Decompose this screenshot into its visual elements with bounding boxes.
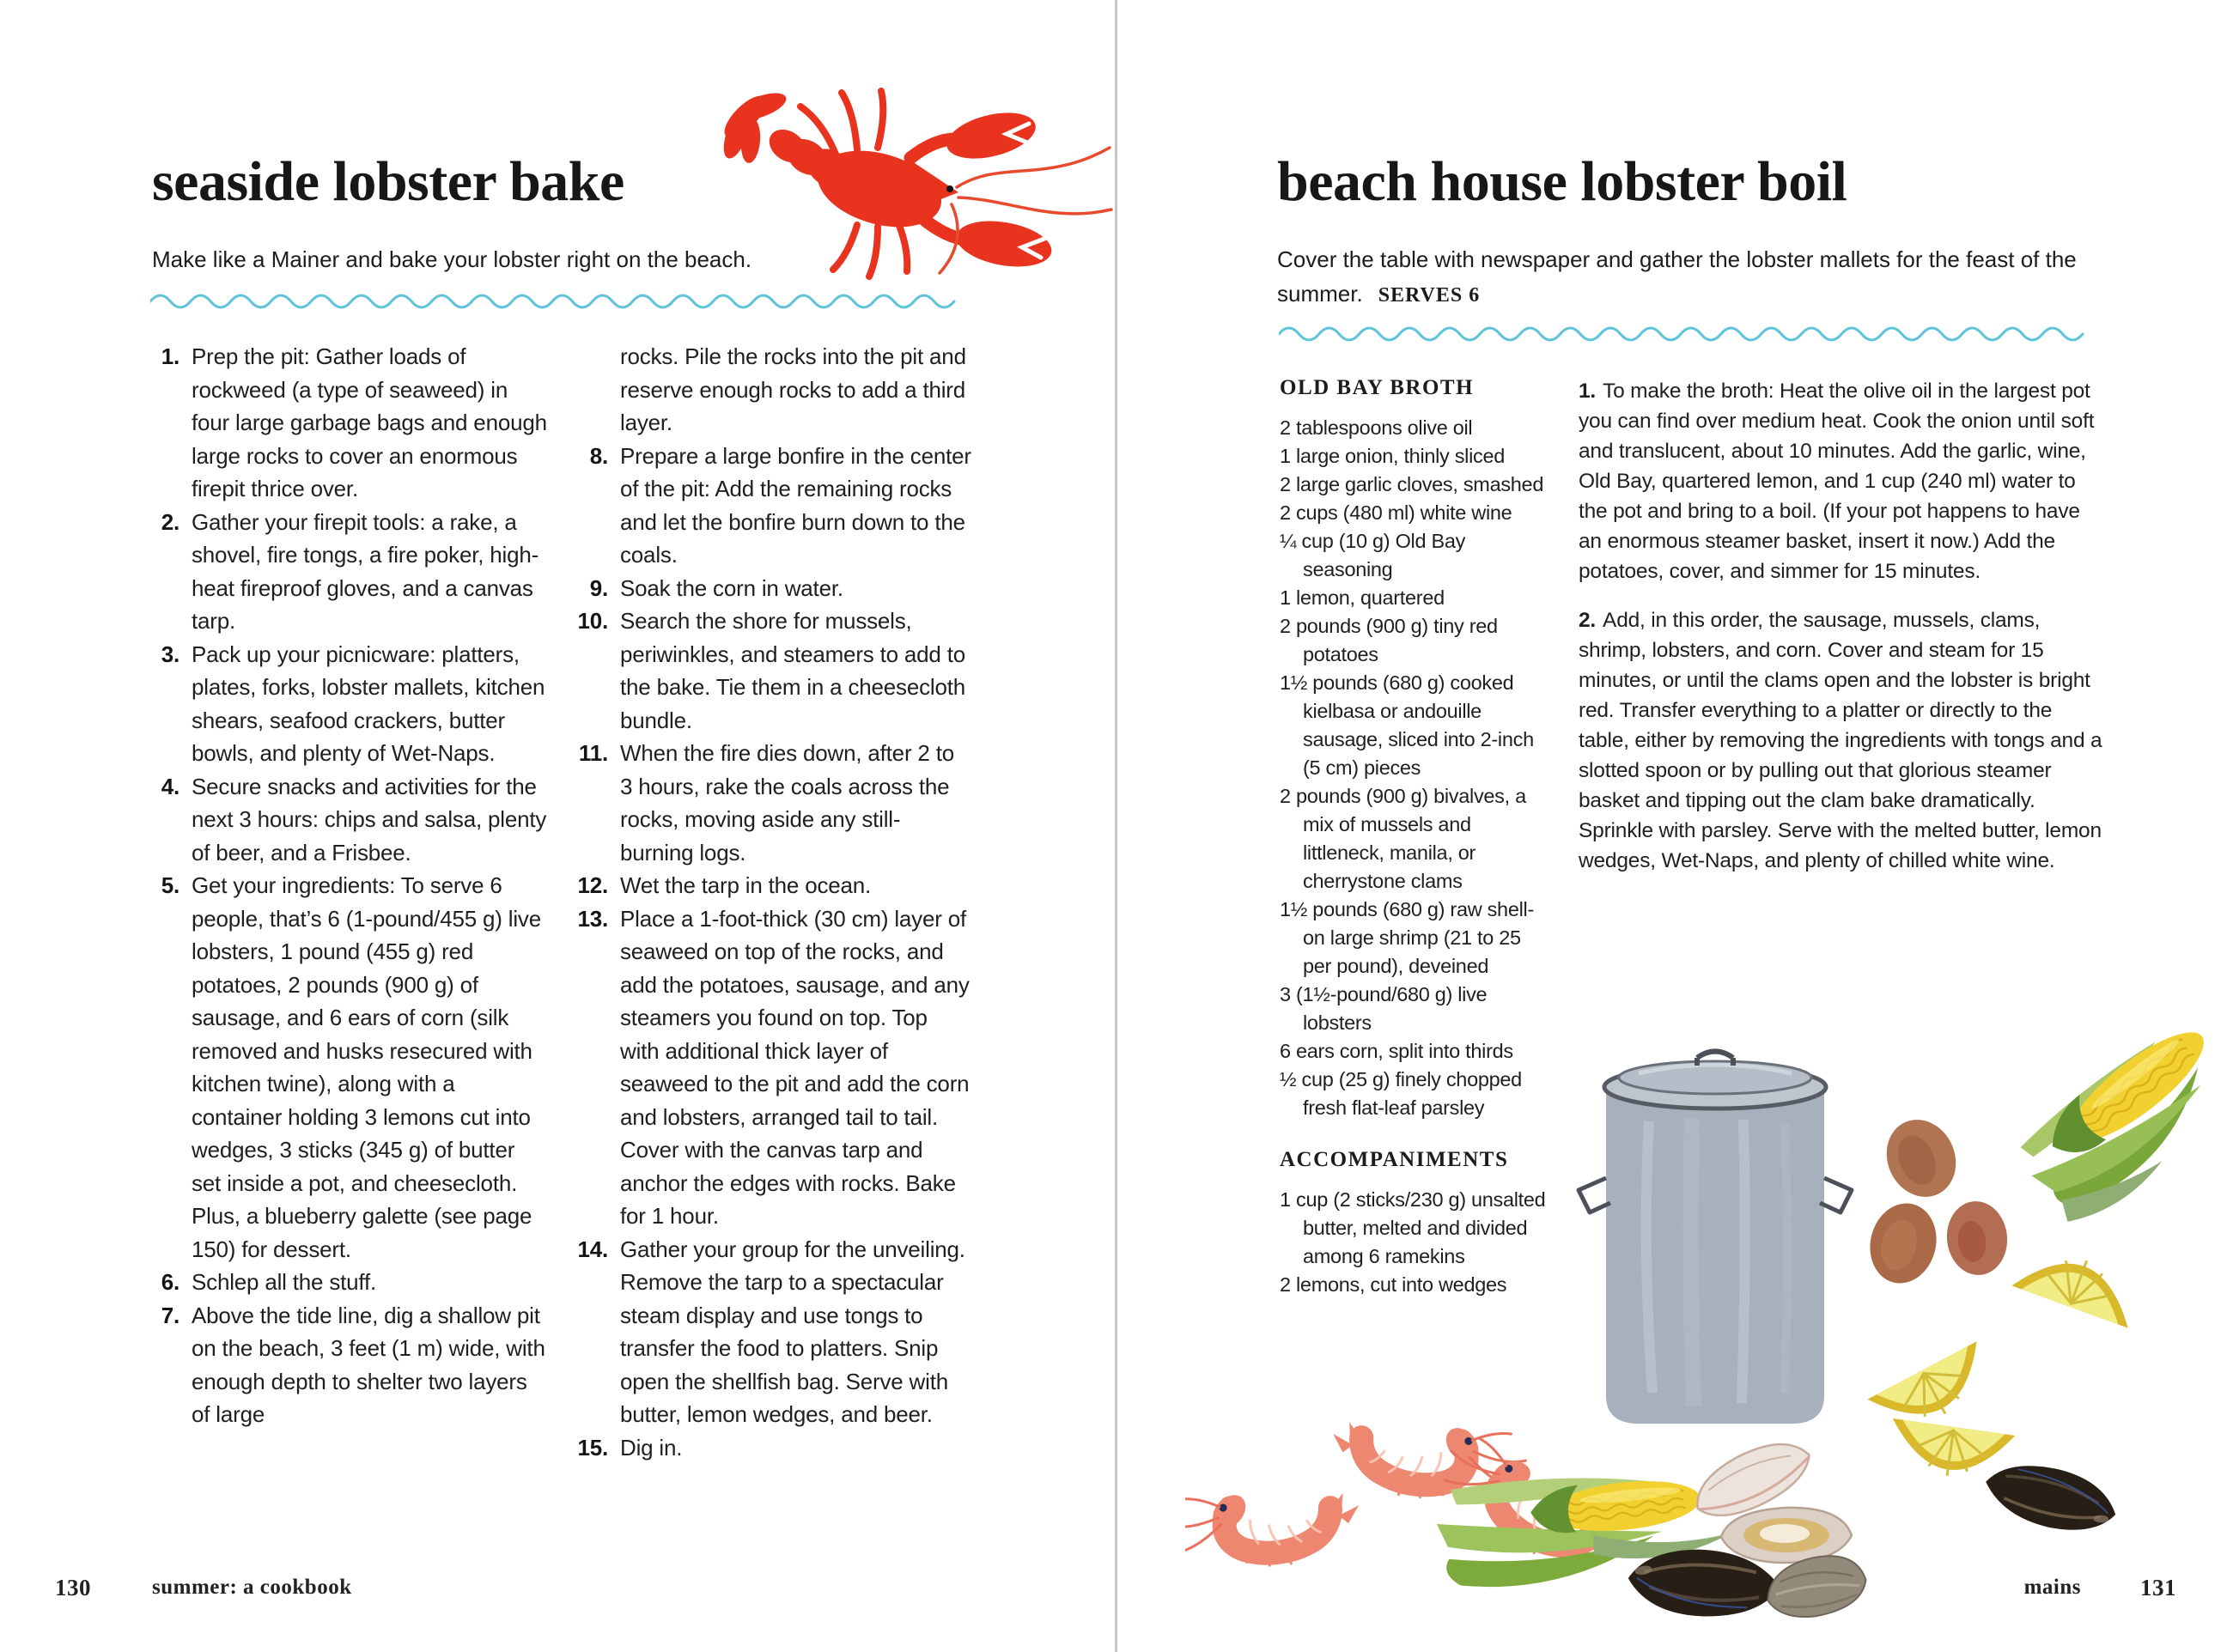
step-item [152,1299,547,1431]
recipe-intro-right [1277,242,2093,313]
method-step [1579,376,2107,586]
method-step-text: Add, in this order, the sausage, mussels, clams, shrimp, lobsters, and corn. Cover and steam for 15 minutes, or until the clams open and the lobster is bright red. Transfer everything to a platter or directly to the table, either by removing the ingredients with tongs and a slotted spoon or by pulling out that glorious steamer basket and tipping out the clam bake dramatically. Sprinkle with parsley. Serve with the melted butter, lemon wedges, Wet-Naps, and plenty of chilled white wine. [1579,609,2102,872]
step-number: 5. [161,872,179,898]
step-number: 4. [161,773,179,799]
step-number: 3. [161,641,179,667]
step-item [152,1266,547,1299]
step-text: Gather your firepit tools: a rake, a shovel, fire tongs, a fire poker, high-heat fireproof gloves, and a canvas tarp. [192,508,539,634]
ingredient-item: 1 cup (2 sticks/230 g) unsalted butter, melted and divided among 6 ramekins [1280,1188,1546,1267]
step-text: Wet the tarp in the ocean. [620,872,872,898]
step-number: 7. [161,1302,179,1328]
step-number: 1. [161,343,179,369]
method-column [1579,376,2107,895]
step-item [152,869,547,1266]
ingredient-item: 2 cups (480 ml) white wine [1280,501,1512,524]
method-step-text: To make the broth: Heat the olive oil in the largest pot you can find over medium heat. Cook the onion until soft and translucent, about 10 minutes. Add the garlic, wine, Old Bay, quartered lemon, and 1 cup (240 ml) water to the pot and bring to a boil. (If your pot happens to have an enormous steamer basket, insert it now.) Add the potatoes, cover, and simmer for 15 minutes. [1579,380,2095,583]
ingredients-section-title: OLD BAY BROTH [1280,376,1475,399]
ingredient-item: 1 large onion, thinly sliced [1280,445,1506,467]
recipe-title-right: beach house lobster boil [1277,150,1847,213]
step-number: 14. [577,1236,608,1262]
serves-label: SERVES 6 [1378,284,1481,307]
ingredient-item: 3 (1½-pound/680 g) live lobsters [1280,983,1488,1034]
page-right [1116,0,2233,1652]
step-text: Above the tide line, dig a shallow pit on the beach, 3 feet (1 m) wide, with enough depth to shelter two layers of large [192,1302,545,1427]
step-item [570,902,972,1233]
ingredient-item: 2 pounds (900 g) tiny red potatoes [1280,615,1498,665]
recipe-intro-left: Make like a Mainer and bake your lobster right on the beach. [152,246,752,272]
method-step-number: 1. [1579,380,1597,403]
step-item [570,737,972,869]
ingredient-item: 1 lemon, quartered [1280,586,1445,609]
step-number: 2. [161,508,179,535]
step-text: Get your ingredients: To serve 6 people, that’s 6 (1-pound/455 g) live lobsters, 1 pound (455 g) red potatoes, 2 pounds (900 g) of sausage, and 6 ears of corn (silk removed and husks resecured with kitchen twine), along with a container holding 3 lemons cut into wedges, 3 sticks (345 g) of butter set inside a pot, and cheesecloth. Plus, a blueberry galette (see page 150) for dessert. [192,872,541,1262]
step-number: 13. [577,905,608,932]
step-text: Schlep all the stuff. [192,1269,377,1295]
section-footer-label: mains [2023,1576,2081,1599]
step-text: Prepare a large bonfire in the center of the pit: Add the remaining rocks and let the bonfire burn down to the coals. [620,442,971,568]
step-item [570,1233,972,1431]
step-number: 8. [589,442,608,469]
steps-column-2 [570,340,972,1464]
step-text: Soak the corn in water. [620,574,843,601]
intro-text: Cover the table with newspaper and gather the lobster mallets for the feast of the summer. [1277,246,2077,307]
ingredient-item: 2 pounds (900 g) bivalves, a mix of mussels and littleneck, manila, or cherrystone clams [1280,785,1526,892]
step-number: 11. [578,740,608,766]
step-item [570,572,972,605]
wave-divider-right [1279,321,2086,347]
ingredient-item: ¼ cup (10 g) Old Bay seasoning [1280,530,1466,580]
step-item [152,770,547,870]
step-item [570,869,972,902]
step-text: Dig in. [620,1434,683,1461]
page-number-left: 130 [55,1575,91,1600]
ingredients-column [1280,376,1550,1299]
step-number: 10. [577,608,608,634]
step-number: 6. [161,1269,179,1295]
steps-column-1 [152,340,547,1431]
step-item [570,1431,972,1465]
steps-list-2 [570,440,972,1465]
ingredient-item: 2 tablespoons olive oil [1280,416,1473,439]
recipe-title-left: seaside lobster bake [152,150,624,213]
ingredients-section-title: ACCOMPANIMENTS [1280,1148,1509,1171]
step-item [570,440,972,572]
ingredient-item: 1½ pounds (680 g) cooked kielbasa or andouille sausage, sliced into 2-inch (5 cm) pieces [1280,671,1534,779]
ingredient-item: 2 lemons, cut into wedges [1280,1273,1507,1296]
method-step-number: 2. [1579,609,1597,632]
step-text: Search the shore for mussels, periwinkles, and steamers to add to the bake. Tie them in a cheesecloth bundle. [620,608,966,733]
method-step [1579,605,2107,876]
step-item [152,638,547,770]
step-item [570,604,972,737]
ingredient-item: 6 ears corn, split into thirds [1280,1040,1513,1062]
ingredient-item: ½ cup (25 g) finely chopped fresh flat-leaf parsley [1280,1068,1522,1119]
step-item [152,506,547,638]
ingredients-list-accompaniments [1280,1186,1550,1299]
ingredient-item: 2 large garlic cloves, smashed [1280,473,1544,495]
ingredient-item: 1½ pounds (680 g) raw shell-on large shrimp (21 to 25 per pound), deveined [1280,898,1534,977]
step-text: When the fire dies down, after 2 to 3 hours, rake the coals across the rocks, moving aside any still-burning logs. [620,740,954,865]
step-number: 12. [577,872,608,898]
step-continuation-text: rocks. Pile the rocks into the pit and reserve enough rocks to add a third layer. [620,343,966,435]
page-number-right: 131 [2140,1575,2176,1600]
step-text: Secure snacks and activities for the next 3 hours: chips and salsa, plenty of beer, and a Frisbee. [192,773,547,865]
page-left [0,0,1116,1652]
step-text: Gather your group for the unveiling. Remove the tarp to a spectacular steam display and use tongs to transfer the food to platters. Snip open the shellfish bag. Serve with butter, lemon wedges, and beer. [620,1236,965,1427]
step-number: 9. [589,574,608,601]
book-title-footer: summer: a cookbook [152,1576,352,1599]
step-text: Place a 1-foot-thick (30 cm) layer of seaweed on top of the rocks, and add the potatoes, sausage, and any steamers you found on top. Top with additional thick layer of seaweed to the pit and add the corn and lobsters, arranged tail to tail. Cover with the canvas tarp and anchor the edges with rocks. Bake for 1 hour. [620,905,970,1229]
ingredients-list-broth [1280,414,1550,1122]
step-item [152,340,547,506]
step-text: Pack up your picnicware: platters, plates, forks, lobster mallets, kitchen shears, seafood crackers, butter bowls, and plenty of Wet-Naps. [192,641,545,766]
wave-divider-left [150,288,958,314]
step-number: 15. [577,1434,608,1461]
step-text: Prep the pit: Gather loads of rockweed (a type of seaweed) in four large garbage bags and enough large rocks to cover an enormous firepit thrice over. [192,343,547,501]
